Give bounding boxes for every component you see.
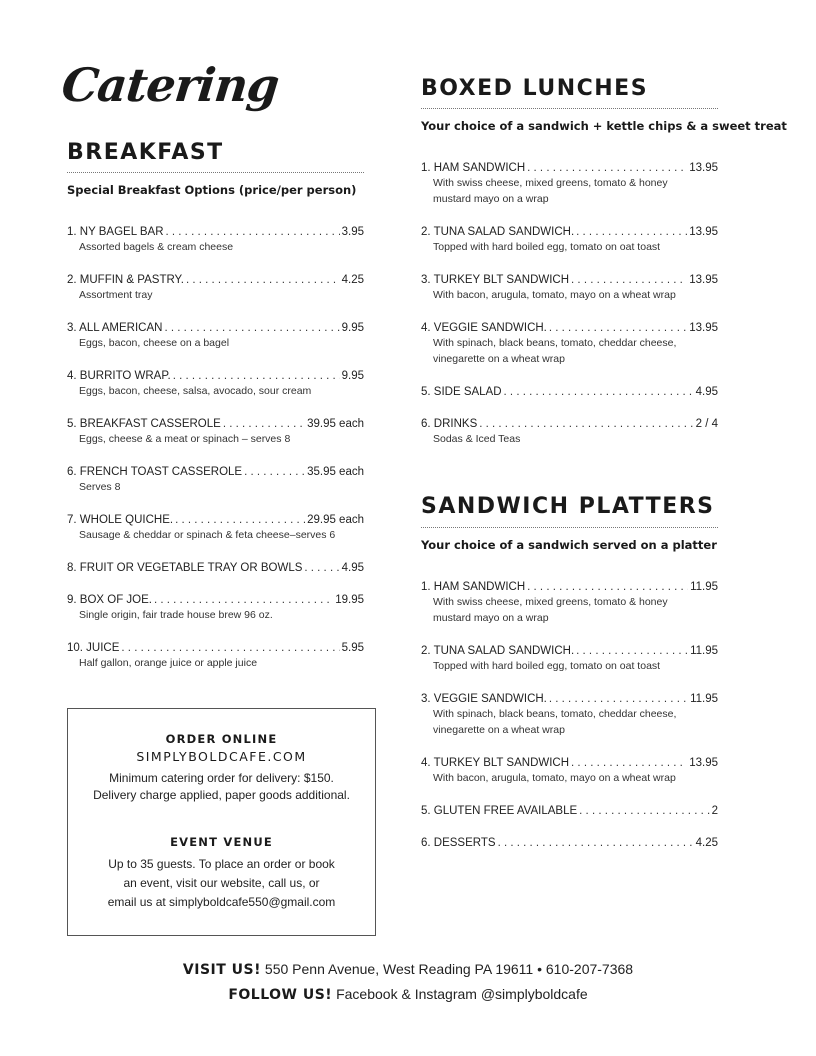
menu-item (421, 692, 718, 738)
menu-item-name: 6. DESSERTS (421, 837, 496, 849)
menu-item-line (421, 804, 718, 818)
menu-item-name: 3. VEGGIE SANDWICH. (421, 693, 547, 705)
leader-dots (579, 804, 709, 818)
menu-item-name: 3. TURKEY BLT SANDWICH (421, 274, 570, 286)
leader-dots (479, 417, 693, 431)
menu-item-description: Topped with hard boiled egg, tomato on oat toast (433, 660, 661, 672)
menu-item-line (67, 369, 364, 383)
menu-item-line (67, 513, 364, 527)
footer-visit-line (0, 961, 816, 978)
menu-item (421, 385, 718, 399)
menu-item-description: Single origin, fair trade house brew 96 oz. (79, 609, 273, 621)
menu-item-line (421, 756, 718, 770)
menu-item-price: 5.95 (341, 642, 364, 654)
menu-item-description: Topped with hard boiled egg, tomato on oat toast (433, 241, 661, 253)
menu-item-line (67, 641, 364, 655)
menu-item-name: 5. SIDE SALAD (421, 386, 502, 398)
leader-dots (186, 273, 340, 287)
leader-dots (164, 321, 339, 335)
menu-item (67, 369, 364, 399)
leader-dots (244, 465, 305, 479)
menu-item-name: 8. FRUIT OR VEGETABLE TRAY OR BOWLS (67, 562, 303, 574)
menu-item-price: 4.25 (695, 837, 718, 849)
leader-dots (154, 593, 333, 607)
breakfast-divider (67, 172, 364, 173)
event-venue-line-2: an event, visit our website, call us, or (123, 876, 320, 890)
menu-item-line (67, 417, 364, 431)
leader-dots (571, 756, 687, 770)
footer-follow-social[interactable]: Facebook & Instagram @simplyboldcafe (332, 986, 588, 1002)
menu-item-description: With swiss cheese, mixed greens, tomato & honey (433, 596, 668, 608)
menu-item-description: Serves 8 (79, 481, 121, 493)
order-online-link[interactable]: SIMPLYBOLDCAFE.COM (136, 749, 307, 764)
order-info-box (67, 708, 376, 936)
leader-dots (527, 580, 688, 594)
menu-item-name: 1. HAM SANDWICH (421, 581, 526, 593)
menu-item (67, 465, 364, 495)
menu-item-price: 4.95 (695, 386, 718, 398)
menu-item-price: 35.95 each (307, 466, 364, 478)
menu-item-description: vinegarette on a wheat wrap (433, 353, 565, 365)
menu-item-line (67, 321, 364, 335)
menu-item-name: 4. VEGGIE SANDWICH. (421, 322, 547, 334)
menu-item-price: 3.95 (341, 226, 364, 238)
menu-item-name: 4. TURKEY BLT SANDWICH (421, 757, 570, 769)
boxed-lunches-title: BOXED LUNCHES (421, 76, 649, 101)
leader-dots (304, 561, 339, 575)
menu-item-name: 1. NY BAGEL BAR (67, 226, 164, 238)
menu-item-line (421, 836, 718, 850)
menu-item-price: 11.95 (690, 581, 718, 593)
menu-item (67, 561, 364, 575)
sandwich-platters-subtitle: Your choice of a sandwich served on a platter (421, 538, 717, 552)
menu-item (421, 644, 718, 674)
menu-item-price: 4.25 (341, 274, 364, 286)
menu-item-description: Assorted bagels & cream cheese (79, 241, 234, 253)
menu-item-line (67, 225, 364, 239)
leader-dots (175, 513, 305, 527)
boxed-lunches-divider (421, 108, 718, 109)
leader-dots (121, 641, 339, 655)
menu-item-price: 13.95 (689, 274, 718, 286)
event-venue-line-1: Up to 35 guests. To place an order or book (108, 857, 335, 871)
menu-item-price: 13.95 (689, 757, 718, 769)
event-venue-email[interactable]: email us at simplyboldcafe550@gmail.com (107, 895, 336, 909)
menu-item-price: 9.95 (341, 322, 364, 334)
menu-item-description: With bacon, arugula, tomato, mayo on a wheat wrap (433, 289, 676, 301)
leader-dots (549, 692, 688, 706)
menu-item (421, 756, 718, 786)
footer-visit-address: 550 Penn Avenue, West Reading PA 19611 • 610-207-7368 (261, 961, 634, 977)
order-delivery-text: Delivery charge applied, paper goods additional. (93, 788, 350, 802)
menu-item (421, 161, 718, 207)
menu-item-price: 19.95 (335, 594, 364, 606)
menu-item-name: 9. BOX OF JOE. (67, 594, 152, 606)
menu-item-name: 6. FRENCH TOAST CASSEROLE (67, 466, 243, 478)
menu-item-line (67, 465, 364, 479)
footer-follow-line (0, 986, 816, 1003)
menu-item (421, 273, 718, 303)
menu-item-description: Half gallon, orange juice or apple juice (79, 657, 258, 669)
leader-dots (576, 644, 688, 658)
menu-item (67, 513, 364, 543)
menu-item-description: Eggs, bacon, cheese, salsa, avocado, sour cream (79, 385, 312, 397)
menu-item-name: 3. ALL AMERICAN (67, 322, 163, 334)
menu-item-name: 5. GLUTEN FREE AVAILABLE (421, 805, 578, 817)
leader-dots (576, 225, 687, 239)
menu-item-name: 5. BREAKFAST CASSEROLE (67, 418, 221, 430)
leader-dots (498, 836, 694, 850)
menu-item-price: 9.95 (341, 370, 364, 382)
menu-item (67, 225, 364, 255)
menu-item (421, 804, 718, 818)
menu-item-name: 2. TUNA SALAD SANDWICH. (421, 226, 575, 238)
menu-item-line (421, 161, 718, 175)
menu-item-description: Sodas & Iced Teas (433, 433, 521, 445)
menu-item (67, 321, 364, 351)
menu-item-description: Sausage & cheddar or spinach & feta cheese–serves 6 (79, 529, 336, 541)
menu-item (67, 273, 364, 303)
menu-item-price: 2 (711, 805, 718, 817)
menu-item-description: With swiss cheese, mixed greens, tomato & honey (433, 177, 668, 189)
menu-item-price: 11.95 (690, 693, 718, 705)
menu-item (421, 417, 718, 447)
menu-item (67, 417, 364, 447)
menu-item-description: mustard mayo on a wrap (433, 612, 549, 624)
menu-item-price: 13.95 (689, 162, 718, 174)
menu-item-price: 13.95 (689, 322, 718, 334)
breakfast-subtitle: Special Breakfast Options (price/per person) (67, 183, 357, 197)
menu-item-name: 1. HAM SANDWICH (421, 162, 526, 174)
menu-item-line (421, 692, 718, 706)
menu-item-price: 29.95 each (307, 514, 364, 526)
menu-item-line (421, 580, 718, 594)
menu-item-line (67, 273, 364, 287)
menu-item-price: 13.95 (689, 226, 718, 238)
menu-item-description: Eggs, bacon, cheese on a bagel (79, 337, 230, 349)
order-online-heading: ORDER ONLINE (165, 732, 278, 746)
menu-item-line (421, 417, 718, 431)
leader-dots (527, 161, 687, 175)
order-minimum-text: Minimum catering order for delivery: $150. (109, 771, 334, 785)
footer-follow-lead: FOLLOW US! (228, 987, 333, 1003)
menu-item-line (421, 321, 718, 335)
breakfast-title: BREAKFAST (67, 140, 224, 165)
menu-item-description: Eggs, cheese & a meat or spinach – serves 8 (79, 433, 291, 445)
leader-dots (504, 385, 694, 399)
footer-visit-lead: VISIT US! (182, 962, 262, 978)
leader-dots (166, 225, 340, 239)
menu-item-line (421, 385, 718, 399)
menu-item-line (421, 273, 718, 287)
leader-dots (173, 369, 340, 383)
event-venue-heading: EVENT VENUE (170, 835, 273, 849)
menu-item (421, 321, 718, 367)
menu-item-name: 10. JUICE (67, 642, 120, 654)
menu-item (421, 836, 718, 850)
menu-item (67, 593, 364, 623)
page-title: Catering (59, 58, 282, 112)
menu-item-name: 2. MUFFIN & PASTRY. (67, 274, 184, 286)
menu-item-line (421, 644, 718, 658)
menu-item-name: 4. BURRITO WRAP. (67, 370, 171, 382)
menu-item-price: 39.95 each (307, 418, 364, 430)
menu-item-description: vinegarette on a wheat wrap (433, 724, 565, 736)
menu-item-description: mustard mayo on a wrap (433, 193, 549, 205)
menu-item-line (421, 225, 718, 239)
menu-item-line (67, 561, 364, 575)
menu-item-price: 11.95 (690, 645, 718, 657)
leader-dots (549, 321, 687, 335)
menu-item-description: With spinach, black beans, tomato, cheddar cheese, (433, 708, 677, 720)
sandwich-platters-title: SANDWICH PLATTERS (421, 494, 715, 519)
menu-item-name: 6. DRINKS (421, 418, 478, 430)
menu-item-name: 2. TUNA SALAD SANDWICH. (421, 645, 575, 657)
menu-item (421, 225, 718, 255)
sandwich-platters-divider (421, 527, 718, 528)
menu-item-description: With spinach, black beans, tomato, cheddar cheese, (433, 337, 677, 349)
menu-item (67, 641, 364, 671)
menu-item (421, 580, 718, 626)
leader-dots (223, 417, 305, 431)
menu-item-line (67, 593, 364, 607)
menu-item-description: Assortment tray (79, 289, 153, 301)
menu-item-name: 7. WHOLE QUICHE. (67, 514, 174, 526)
menu-item-description: With bacon, arugula, tomato, mayo on a wheat wrap (433, 772, 676, 784)
menu-item-price: 2 / 4 (695, 418, 718, 430)
boxed-lunches-subtitle: Your choice of a sandwich + kettle chips & a sweet treat (421, 119, 787, 133)
menu-item-price: 4.95 (341, 562, 364, 574)
leader-dots (571, 273, 687, 287)
